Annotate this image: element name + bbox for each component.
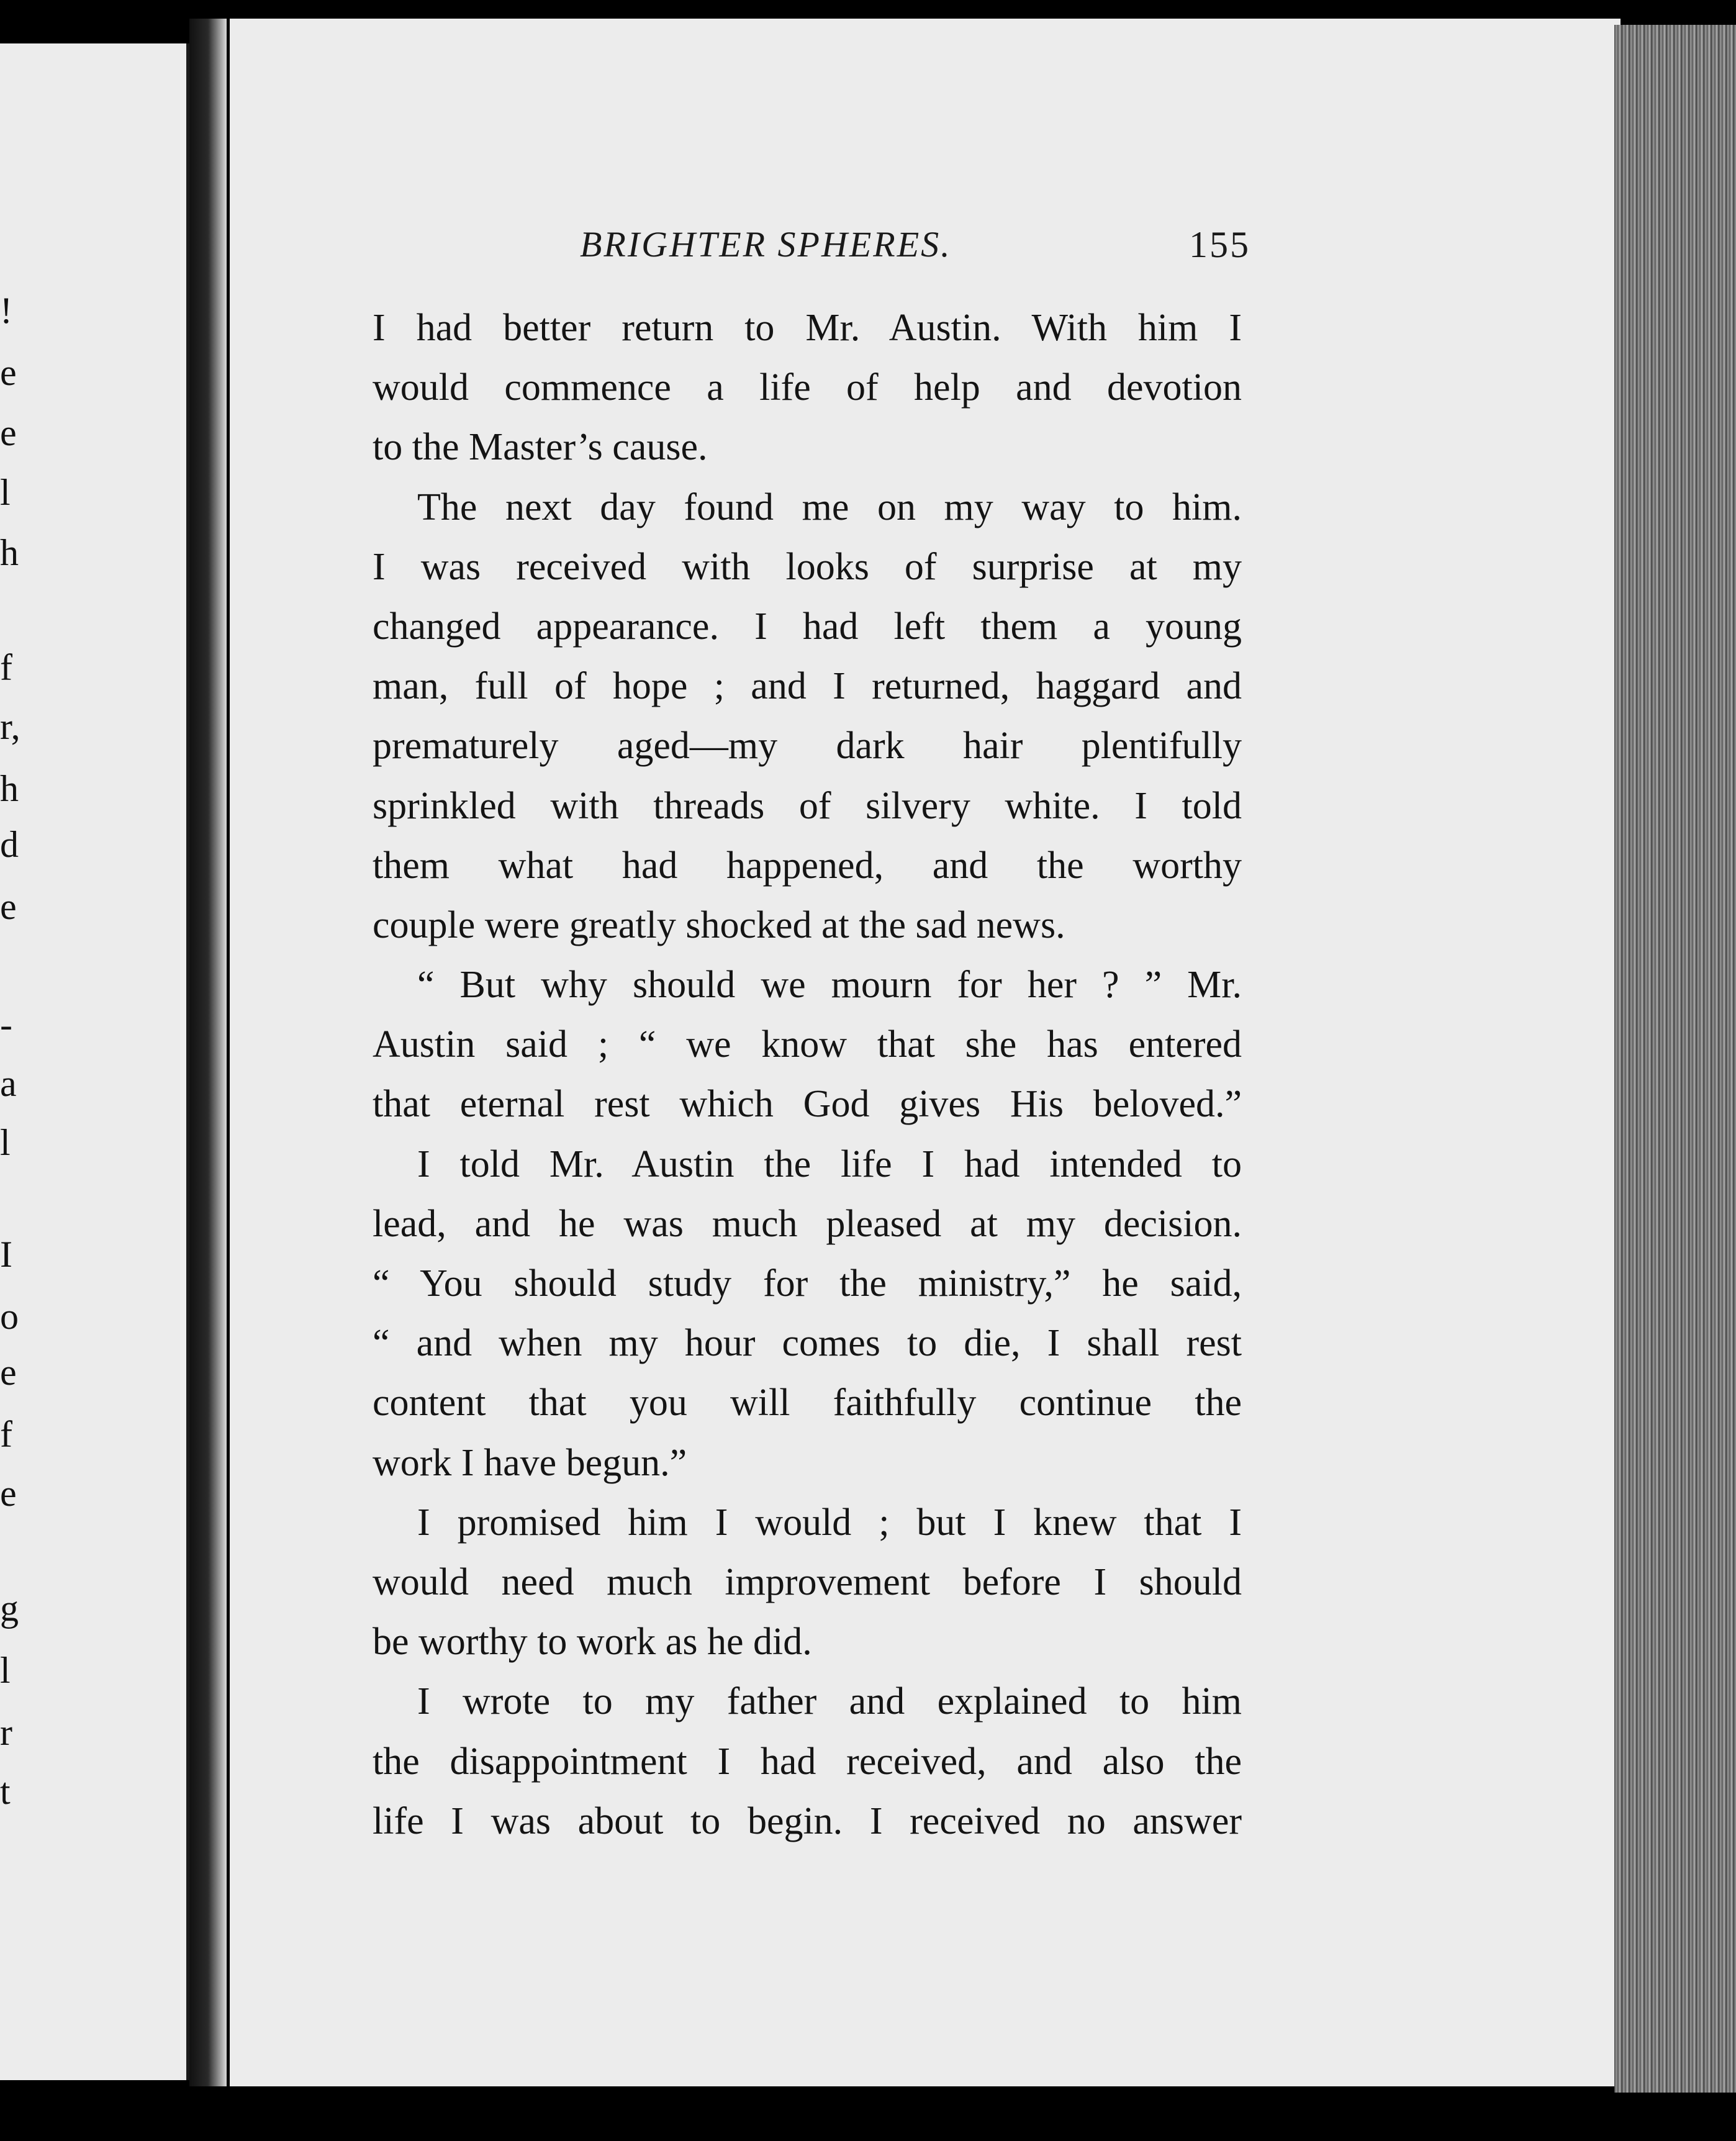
text-line: would commence a life of help and devotion xyxy=(373,366,1242,409)
book-gutter xyxy=(189,19,227,2086)
left-fragment: l xyxy=(0,1122,11,1163)
text-line: “ and when my hour comes to die, I shall rest xyxy=(373,1322,1242,1365)
left-fragment: a xyxy=(0,1063,17,1104)
page-number: 155 xyxy=(1189,224,1250,265)
left-fragment: h xyxy=(0,532,19,573)
left-fragment: l xyxy=(0,1650,11,1691)
text-line: lead, and he was much pleased at my decision. xyxy=(373,1202,1242,1245)
text-line: I had better return to Mr. Austin. With him I xyxy=(373,307,1242,349)
text-line: “ But why should we mourn for her ? ” Mr. xyxy=(417,964,1242,1007)
text-line: would need much improvement before I should xyxy=(373,1560,1242,1603)
text-line: I wrote to my father and explained to him xyxy=(417,1680,1242,1723)
left-fragment: e xyxy=(0,1352,17,1393)
left-fragment: d xyxy=(0,824,19,865)
body-text xyxy=(373,298,1242,1851)
left-fragment: e xyxy=(0,1473,17,1514)
text-line: prematurely aged—my dark hair plentifully xyxy=(373,725,1242,767)
text-line: I told Mr. Austin the life I had intended to xyxy=(417,1143,1242,1185)
left-page-fragments xyxy=(0,43,186,2080)
left-fragment: e xyxy=(0,412,17,453)
text-line: changed appearance. I had left them a young xyxy=(373,605,1242,648)
text-line: couple were greatly shocked at the sad news. xyxy=(373,903,1065,946)
left-fragment: e xyxy=(0,352,17,393)
left-fragment: I xyxy=(0,1234,12,1275)
page-header xyxy=(580,224,1250,279)
page-edges xyxy=(1614,25,1736,2093)
left-page xyxy=(0,43,191,2080)
text-line: man, full of hope ; and I returned, haggard and xyxy=(373,665,1242,708)
left-fragment: - xyxy=(0,1004,12,1045)
left-fragment: h xyxy=(0,768,19,809)
text-line: The next day found me on my way to him. xyxy=(417,486,1242,528)
text-line: “ You should study for the ministry,” he said, xyxy=(373,1262,1242,1305)
text-line: I was received with looks of surprise at my xyxy=(373,545,1242,588)
text-line: them what had happened, and the worthy xyxy=(373,844,1242,887)
text-line: sprinkled with threads of silvery white. I told xyxy=(373,784,1242,827)
text-line: I promised him I would ; but I knew that I xyxy=(417,1501,1242,1544)
text-line: the disappointment I had received, and also the xyxy=(373,1740,1242,1783)
text-line: life I was about to begin. I received no answer xyxy=(373,1799,1242,1842)
left-fragment: e xyxy=(0,886,17,927)
text-line: Austin said ; “ we know that she has entered xyxy=(373,1023,1242,1066)
text-line: that eternal rest which God gives His beloved.” xyxy=(373,1083,1242,1126)
left-fragment: g xyxy=(0,1588,19,1629)
text-line: content that you will faithfully continue the xyxy=(373,1382,1242,1424)
left-fragment: o xyxy=(0,1296,19,1337)
left-fragment: r, xyxy=(0,706,20,747)
left-fragment: t xyxy=(0,1771,11,1812)
text-line: be worthy to work as he did. xyxy=(373,1621,812,1663)
left-fragment: f xyxy=(0,647,12,688)
left-fragment: ! xyxy=(0,290,12,331)
running-title: BRIGHTER SPHERES. xyxy=(580,224,952,265)
text-line: work I have begun.” xyxy=(373,1441,687,1484)
left-fragment: f xyxy=(0,1414,12,1455)
left-fragment: l xyxy=(0,472,11,513)
left-fragment: r xyxy=(0,1712,12,1753)
text-line: to the Master’s cause. xyxy=(373,426,708,469)
